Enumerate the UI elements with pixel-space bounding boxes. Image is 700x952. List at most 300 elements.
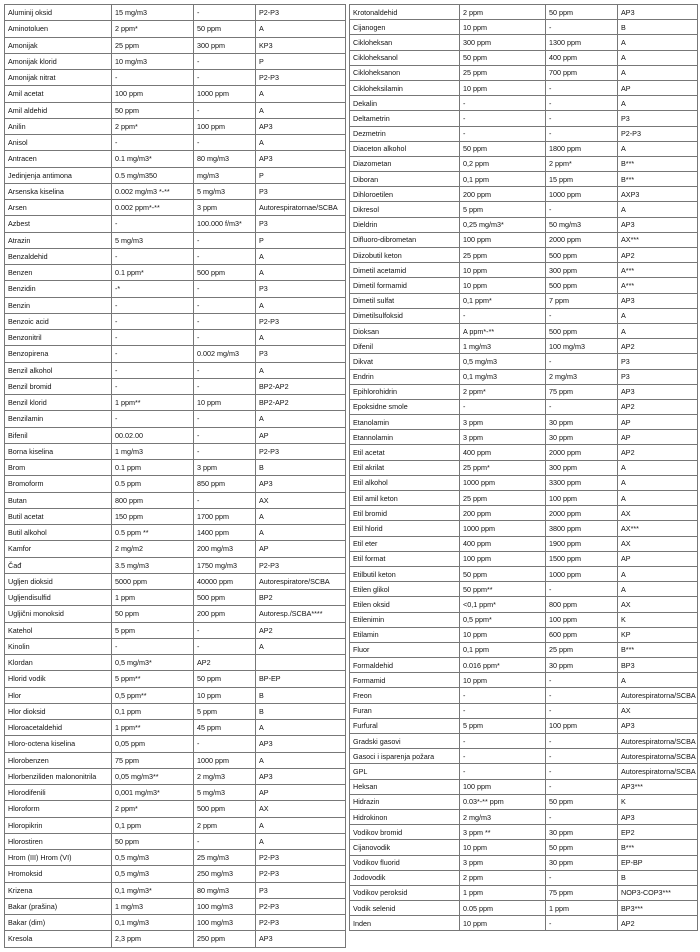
- substance-cell: Benzilamin: [5, 411, 112, 427]
- filter-cell: AP: [618, 551, 698, 566]
- idlh-cell: 1300 ppm: [546, 35, 618, 50]
- idlh-cell: 1400 ppm: [194, 525, 256, 541]
- exposure-limit-cell: 0.1 mg/m3*: [112, 151, 194, 167]
- idlh-cell: 2 mg/m3: [546, 369, 618, 384]
- idlh-cell: 500 ppm: [194, 590, 256, 606]
- filter-cell: AP3: [256, 931, 346, 947]
- filter-cell: AP2: [618, 916, 698, 931]
- table-row: [350, 673, 698, 688]
- substance-cell: Katehol: [5, 622, 112, 638]
- substance-cell: Etilenimin: [350, 612, 460, 627]
- idlh-cell: 500 ppm: [194, 801, 256, 817]
- idlh-cell: 50 mg/m3: [546, 217, 618, 232]
- exposure-limit-cell: 50 ppm: [460, 141, 546, 156]
- idlh-cell: 30 ppm: [546, 430, 618, 445]
- table-row: [5, 37, 346, 53]
- table-row: [5, 313, 346, 329]
- table-row: [5, 671, 346, 687]
- filter-cell: AP: [256, 427, 346, 443]
- substance-cell: Hlorid vodik: [5, 671, 112, 687]
- substance-cell: Bifenil: [5, 427, 112, 443]
- table-row: [350, 582, 698, 597]
- exposure-limit-cell: -: [460, 764, 546, 779]
- substance-cell: Krizena: [5, 882, 112, 898]
- filter-cell: A: [256, 297, 346, 313]
- table-row: [350, 688, 698, 703]
- exposure-limit-cell: -: [112, 638, 194, 654]
- substance-cell: Amonijak: [5, 37, 112, 53]
- exposure-limit-cell: 2 ppm: [460, 5, 546, 20]
- filter-cell: A: [256, 86, 346, 102]
- table-row: [5, 395, 346, 411]
- idlh-cell: 50 ppm: [546, 794, 618, 809]
- filter-cell: A: [256, 411, 346, 427]
- table-row: [350, 141, 698, 156]
- filter-cell: K: [618, 794, 698, 809]
- filter-cell: P2-P3: [256, 915, 346, 931]
- idlh-cell: 200 ppm: [194, 606, 256, 622]
- right-table: [349, 4, 698, 931]
- table-row: [5, 5, 346, 21]
- exposure-limit-cell: 0.002 ppm*-**: [112, 200, 194, 216]
- exposure-limit-cell: 10 ppm: [460, 20, 546, 35]
- table-row: [350, 232, 698, 247]
- table-row: [350, 764, 698, 779]
- idlh-cell: 80 mg/m3: [194, 882, 256, 898]
- table-row: [350, 445, 698, 460]
- filter-cell: AP3: [618, 384, 698, 399]
- filter-cell: EP-BP: [618, 855, 698, 870]
- filter-cell: A: [256, 248, 346, 264]
- substance-cell: Krotonaldehid: [350, 5, 460, 20]
- substance-cell: Etil acetat: [350, 445, 460, 460]
- filter-cell: P2-P3: [618, 126, 698, 141]
- filter-cell: A: [618, 491, 698, 506]
- exposure-limit-cell: 300 ppm: [460, 35, 546, 50]
- exposure-limit-cell: -: [460, 96, 546, 111]
- exposure-limit-cell: 5 ppm**: [112, 671, 194, 687]
- table-row: [350, 475, 698, 490]
- substance-cell: Amil acetat: [5, 86, 112, 102]
- filter-cell: AXP3: [618, 187, 698, 202]
- idlh-cell: -: [194, 70, 256, 86]
- idlh-cell: 2 ppm*: [546, 156, 618, 171]
- idlh-cell: 100 ppm: [546, 491, 618, 506]
- substance-cell: Klordan: [5, 655, 112, 671]
- filter-cell: NOP3-COP3***: [618, 885, 698, 900]
- filter-cell: KP3: [256, 37, 346, 53]
- filter-cell: P3: [256, 281, 346, 297]
- table-row: [350, 172, 698, 187]
- exposure-limit-cell: 75 ppm: [112, 752, 194, 768]
- exposure-limit-cell: 0,1 ppm: [112, 703, 194, 719]
- idlh-cell: -: [546, 202, 618, 217]
- filter-cell: P2-P3: [256, 898, 346, 914]
- idlh-cell: -: [194, 53, 256, 69]
- filter-cell: AX: [618, 506, 698, 521]
- substance-cell: Benzil klorid: [5, 395, 112, 411]
- filter-cell: AP3: [618, 293, 698, 308]
- table-row: [350, 612, 698, 627]
- substance-cell: Vodikov peroksid: [350, 885, 460, 900]
- exposure-limit-cell: -: [112, 411, 194, 427]
- substance-cell: Etanolamin: [350, 415, 460, 430]
- filter-cell: B***: [618, 642, 698, 657]
- idlh-cell: 50 ppm: [546, 840, 618, 855]
- idlh-cell: 100.000 f/m3*: [194, 216, 256, 232]
- filter-cell: P2-P3: [256, 557, 346, 573]
- table-row: [5, 915, 346, 931]
- idlh-cell: 5 ppm: [194, 703, 256, 719]
- table-row: [350, 278, 698, 293]
- table-row: [5, 330, 346, 346]
- exposure-limit-cell: 0,5 mg/m3*: [112, 655, 194, 671]
- filter-cell: A: [256, 265, 346, 281]
- table-row: [5, 411, 346, 427]
- table-row: [350, 536, 698, 551]
- filter-cell: P: [256, 53, 346, 69]
- filter-cell: A: [618, 475, 698, 490]
- substance-cell: Etil format: [350, 551, 460, 566]
- idlh-cell: -: [546, 308, 618, 323]
- filter-cell: B: [256, 687, 346, 703]
- substance-cell: Butil acetat: [5, 508, 112, 524]
- idlh-cell: 5 mg/m3: [194, 785, 256, 801]
- filter-cell: AX: [256, 492, 346, 508]
- idlh-cell: -: [546, 916, 618, 931]
- table-row: [350, 80, 698, 95]
- table-row: [350, 840, 698, 855]
- exposure-limit-cell: 00.02.00: [112, 427, 194, 443]
- table-row: [5, 460, 346, 476]
- table-row: [5, 443, 346, 459]
- filter-cell: A: [618, 323, 698, 338]
- table-row: [5, 232, 346, 248]
- table-row: [5, 785, 346, 801]
- table-row: [5, 265, 346, 281]
- exposure-limit-cell: -: [112, 330, 194, 346]
- idlh-cell: -: [546, 20, 618, 35]
- substance-cell: Amonijak nitrat: [5, 70, 112, 86]
- table-row: [350, 263, 698, 278]
- idlh-cell: 500 ppm: [546, 248, 618, 263]
- filter-cell: AP3: [618, 809, 698, 824]
- exposure-limit-cell: -: [112, 135, 194, 151]
- filter-cell: AP2: [618, 399, 698, 414]
- exposure-limit-cell: 1 ppm**: [112, 720, 194, 736]
- table-row: [5, 216, 346, 232]
- exposure-limit-cell: 25 ppm: [460, 248, 546, 263]
- table-row: [350, 187, 698, 202]
- table-row: [350, 354, 698, 369]
- idlh-cell: -: [194, 281, 256, 297]
- table-row: [350, 718, 698, 733]
- substance-cell: Hloroform: [5, 801, 112, 817]
- table-row: [350, 248, 698, 263]
- exposure-limit-cell: 0,1 mg/m3: [112, 915, 194, 931]
- filter-cell: BP-EP: [256, 671, 346, 687]
- exposure-limit-cell: -: [112, 378, 194, 394]
- idlh-cell: -: [194, 232, 256, 248]
- exposure-limit-cell: 2 ppm*: [112, 21, 194, 37]
- idlh-cell: -: [194, 492, 256, 508]
- substance-cell: Ugljični monoksid: [5, 606, 112, 622]
- substance-cell: Hidrokinon: [350, 809, 460, 824]
- idlh-cell: 25 ppm: [546, 642, 618, 657]
- exposure-limit-cell: 200 ppm: [460, 187, 546, 202]
- filter-cell: P2-P3: [256, 70, 346, 86]
- filter-cell: AX: [618, 597, 698, 612]
- filter-cell: A***: [618, 263, 698, 278]
- filter-cell: AP3: [256, 736, 346, 752]
- idlh-cell: 1000 ppm: [546, 566, 618, 581]
- filter-cell: P: [256, 167, 346, 183]
- filter-cell: AP2: [618, 339, 698, 354]
- idlh-cell: 1700 ppm: [194, 508, 256, 524]
- filter-cell: AP3: [256, 768, 346, 784]
- filter-cell: A: [256, 833, 346, 849]
- idlh-cell: 25 mg/m3: [194, 850, 256, 866]
- exposure-limit-cell: 50 ppm: [112, 606, 194, 622]
- exposure-limit-cell: 10 ppm: [460, 80, 546, 95]
- exposure-limit-cell: 1000 ppm: [460, 475, 546, 490]
- substance-cell: GPL: [350, 764, 460, 779]
- idlh-cell: 700 ppm: [546, 65, 618, 80]
- idlh-cell: 300 ppm: [546, 460, 618, 475]
- substance-cell: Hrom (III) Hrom (VI): [5, 850, 112, 866]
- table-row: [5, 86, 346, 102]
- exposure-limit-cell: 2 mg/m3: [460, 809, 546, 824]
- exposure-limit-cell: 400 ppm: [460, 536, 546, 551]
- table-row: [5, 931, 346, 947]
- exposure-limit-cell: 1 mg/m3: [112, 898, 194, 914]
- idlh-cell: 30 ppm: [546, 658, 618, 673]
- filter-cell: AX: [256, 801, 346, 817]
- table-row: [5, 752, 346, 768]
- idlh-cell: 3300 ppm: [546, 475, 618, 490]
- exposure-limit-cell: -: [460, 308, 546, 323]
- idlh-cell: 30 ppm: [546, 855, 618, 870]
- idlh-cell: 1900 ppm: [546, 536, 618, 551]
- exposure-limit-cell: 3 ppm: [460, 430, 546, 445]
- filter-cell: B: [256, 703, 346, 719]
- table-row: [350, 430, 698, 445]
- exposure-limit-cell: 3.5 mg/m3: [112, 557, 194, 573]
- filter-cell: A: [256, 362, 346, 378]
- substance-cell: Dihloroetilen: [350, 187, 460, 202]
- substance-cell: Benzidin: [5, 281, 112, 297]
- filter-cell: Autorespiratorna/SCBA: [618, 734, 698, 749]
- table-row: [350, 111, 698, 126]
- idlh-cell: 30 ppm: [546, 825, 618, 840]
- exposure-limit-cell: 1000 ppm: [460, 521, 546, 536]
- exposure-limit-cell: -: [460, 111, 546, 126]
- filter-cell: P2-P3: [256, 850, 346, 866]
- exposure-limit-cell: -: [112, 248, 194, 264]
- exposure-limit-cell: <0,1 ppm*: [460, 597, 546, 612]
- filter-cell: AP: [618, 415, 698, 430]
- idlh-cell: 2 ppm: [194, 817, 256, 833]
- substance-cell: Amonijak klorid: [5, 53, 112, 69]
- substance-cell: Diboran: [350, 172, 460, 187]
- table-row: [350, 521, 698, 536]
- filter-cell: Autorespiratorna/SCBA: [618, 749, 698, 764]
- filter-cell: A: [618, 460, 698, 475]
- exposure-limit-cell: -: [460, 734, 546, 749]
- idlh-cell: 300 ppm: [194, 37, 256, 53]
- idlh-cell: 500 ppm: [194, 265, 256, 281]
- table-row: [5, 118, 346, 134]
- idlh-cell: -: [546, 870, 618, 885]
- substance-cell: Dekalin: [350, 96, 460, 111]
- table-row: [5, 736, 346, 752]
- substance-cell: Hlorbenziliden malononitrila: [5, 768, 112, 784]
- substance-cell: Hloroacetaldehid: [5, 720, 112, 736]
- idlh-cell: 10 ppm: [194, 687, 256, 703]
- idlh-cell: 800 ppm: [546, 597, 618, 612]
- idlh-cell: -: [194, 135, 256, 151]
- table-row: [5, 248, 346, 264]
- filter-cell: AP3: [618, 718, 698, 733]
- exposure-limit-cell: -: [460, 703, 546, 718]
- table-row: [5, 590, 346, 606]
- filter-cell: P3: [618, 369, 698, 384]
- table-row: [5, 102, 346, 118]
- filter-cell: Autorespiratore/SCBA: [256, 573, 346, 589]
- filter-cell: Autoresp./SCBA****: [256, 606, 346, 622]
- filter-cell: A: [256, 102, 346, 118]
- exposure-limit-cell: 1 ppm**: [112, 395, 194, 411]
- table-row: [350, 202, 698, 217]
- exposure-limit-cell: -: [460, 126, 546, 141]
- idlh-cell: -: [546, 354, 618, 369]
- idlh-cell: AP2: [194, 655, 256, 671]
- exposure-limit-cell: 0,2 ppm: [460, 156, 546, 171]
- idlh-cell: -: [194, 427, 256, 443]
- filter-cell: P2-P3: [256, 866, 346, 882]
- filter-cell: A: [618, 50, 698, 65]
- idlh-cell: -: [194, 833, 256, 849]
- table-row: [5, 281, 346, 297]
- idlh-cell: -: [546, 582, 618, 597]
- exposure-limit-cell: 5 ppm: [460, 718, 546, 733]
- filter-cell: AX***: [618, 521, 698, 536]
- table-row: [350, 551, 698, 566]
- idlh-cell: 2000 ppm: [546, 506, 618, 521]
- idlh-cell: -: [194, 638, 256, 654]
- idlh-cell: 100 ppm: [546, 612, 618, 627]
- table-row: [350, 217, 698, 232]
- exposure-limit-cell: 0,1 mg/m3: [460, 369, 546, 384]
- exposure-limit-cell: -*: [112, 281, 194, 297]
- filter-cell: AP: [256, 541, 346, 557]
- filter-cell: Autorespiratornae/SCBA: [256, 200, 346, 216]
- table-row: [5, 703, 346, 719]
- substance-cell: Butan: [5, 492, 112, 508]
- table-row: [5, 817, 346, 833]
- idlh-cell: 50 ppm: [546, 5, 618, 20]
- filter-cell: A: [256, 720, 346, 736]
- idlh-cell: 3 ppm: [194, 200, 256, 216]
- substance-cell: Bakar (dim): [5, 915, 112, 931]
- idlh-cell: 500 ppm: [546, 323, 618, 338]
- table-row: [5, 801, 346, 817]
- idlh-cell: mg/m3: [194, 167, 256, 183]
- exposure-limit-cell: 1 ppm: [460, 885, 546, 900]
- table-row: [5, 898, 346, 914]
- table-row: [5, 655, 346, 671]
- exposure-limit-cell: -: [460, 749, 546, 764]
- exposure-limit-cell: 50 ppm: [460, 50, 546, 65]
- exposure-limit-cell: 0.1 ppm*: [112, 265, 194, 281]
- substance-cell: Dikvat: [350, 354, 460, 369]
- exposure-limit-cell: 50 ppm: [460, 566, 546, 581]
- exposure-limit-cell: 3 ppm: [460, 415, 546, 430]
- filter-cell: A: [618, 308, 698, 323]
- substance-cell: Dioksan: [350, 323, 460, 338]
- filter-cell: B: [256, 460, 346, 476]
- table-row: [5, 525, 346, 541]
- substance-cell: Benzin: [5, 297, 112, 313]
- left-table: [4, 4, 346, 948]
- filter-cell: BP2-AP2: [256, 378, 346, 394]
- exposure-limit-cell: 15 mg/m3: [112, 5, 194, 21]
- exposure-limit-cell: 0,5 mg/m3: [112, 850, 194, 866]
- idlh-cell: 50 ppm: [194, 21, 256, 37]
- idlh-cell: 1000 ppm: [194, 86, 256, 102]
- filter-cell: B: [618, 870, 698, 885]
- idlh-cell: 50 ppm: [194, 671, 256, 687]
- filter-cell: AP2: [618, 248, 698, 263]
- filter-cell: P2-P3: [256, 313, 346, 329]
- idlh-cell: 500 ppm: [546, 278, 618, 293]
- substance-cell: Freon: [350, 688, 460, 703]
- table-row: [5, 882, 346, 898]
- idlh-cell: -: [546, 809, 618, 824]
- substance-cell: Formaldehid: [350, 658, 460, 673]
- table-row: [350, 399, 698, 414]
- exposure-limit-cell: 25 ppm: [112, 37, 194, 53]
- substance-cell: Gasoci i isparenja požara: [350, 749, 460, 764]
- substance-cell: Furfural: [350, 718, 460, 733]
- idlh-cell: -: [194, 411, 256, 427]
- substance-cell: Vodikov fluorid: [350, 855, 460, 870]
- filter-cell: A: [256, 817, 346, 833]
- table-row: [350, 885, 698, 900]
- exposure-limit-cell: 5 ppm: [460, 202, 546, 217]
- substance-cell: Epihlorohidrin: [350, 384, 460, 399]
- exposure-limit-cell: 1 ppm: [112, 590, 194, 606]
- table-row: [350, 749, 698, 764]
- idlh-cell: 400 ppm: [546, 50, 618, 65]
- idlh-cell: 250 mg/m3: [194, 866, 256, 882]
- exposure-limit-cell: 0,5 mg/m3: [460, 354, 546, 369]
- substance-cell: Benzen: [5, 265, 112, 281]
- idlh-cell: 10 ppm: [194, 395, 256, 411]
- table-row: [5, 492, 346, 508]
- filter-cell: B***: [618, 156, 698, 171]
- table-row: [350, 50, 698, 65]
- exposure-limit-cell: 100 ppm: [460, 779, 546, 794]
- table-row: [350, 870, 698, 885]
- substance-cell: Benzil bromid: [5, 378, 112, 394]
- idlh-cell: -: [194, 378, 256, 394]
- exposure-limit-cell: 25 ppm: [460, 491, 546, 506]
- table-row: [5, 378, 346, 394]
- idlh-cell: -: [546, 80, 618, 95]
- substance-cell: Hloro-octena kiselina: [5, 736, 112, 752]
- exposure-limit-cell: 2 mg/m2: [112, 541, 194, 557]
